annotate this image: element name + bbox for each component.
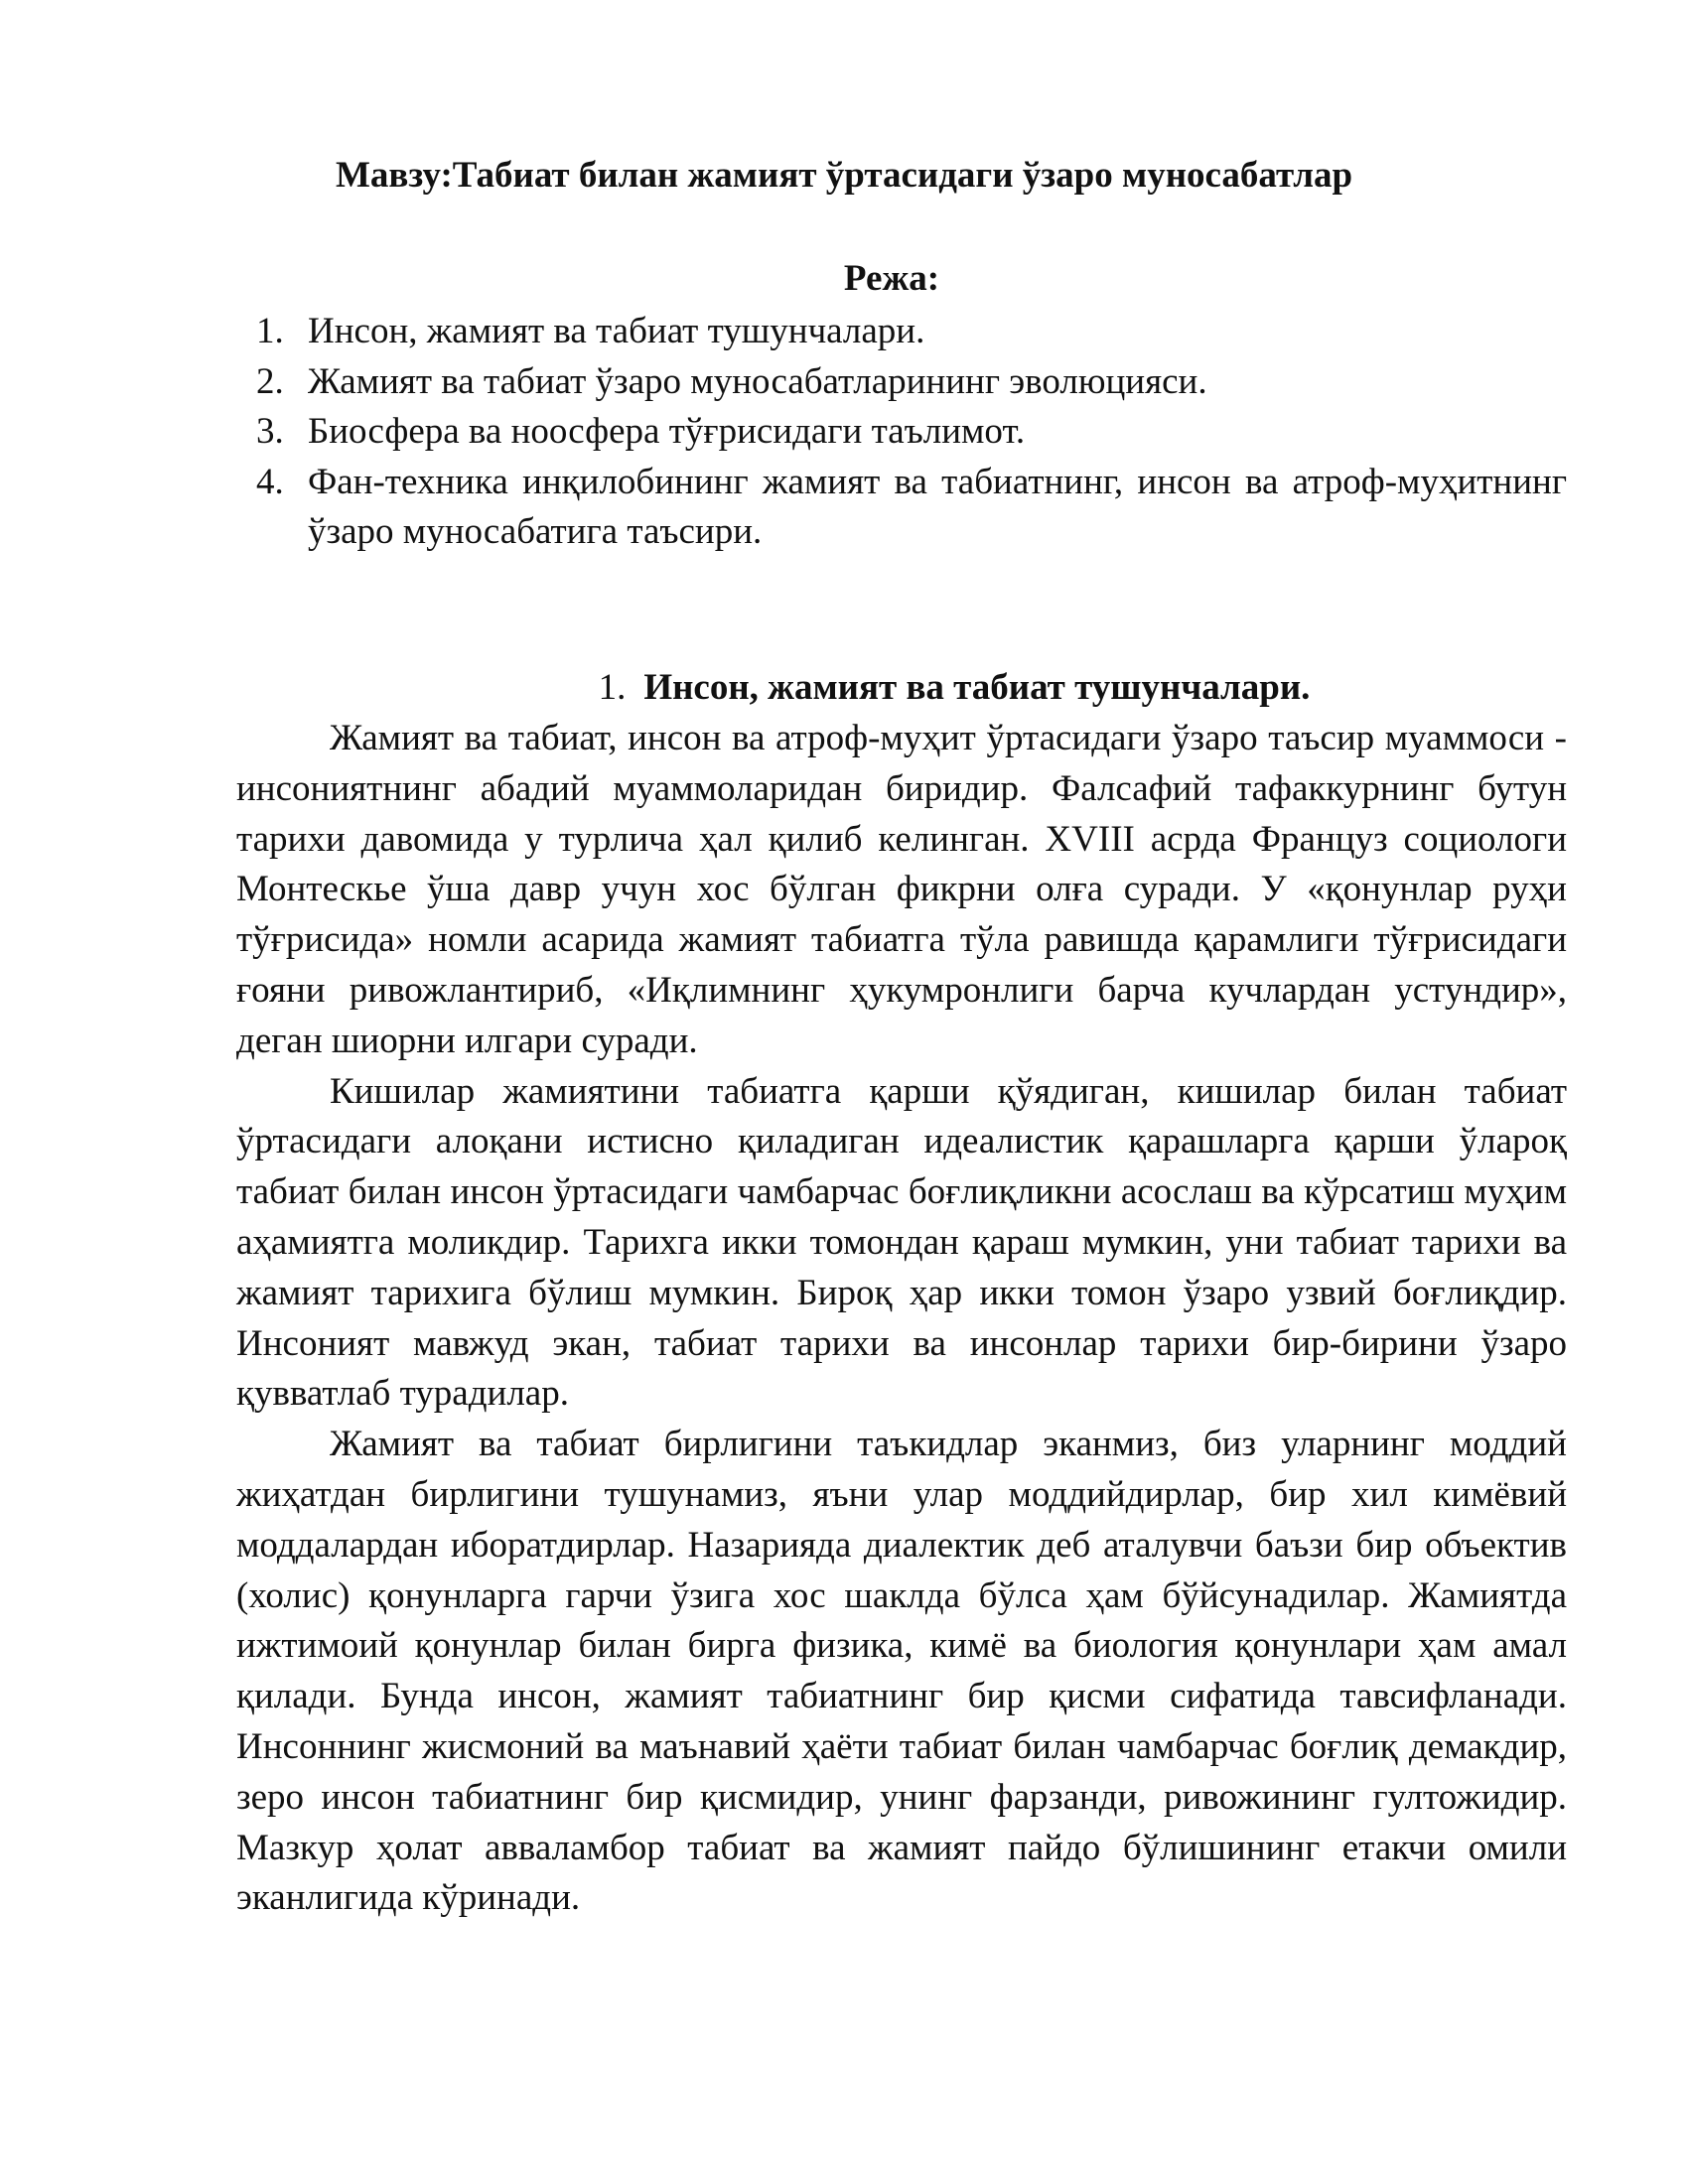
section-title: Инсон, жамият ва табиат тушунчалари. [643, 667, 1311, 708]
plan-item-text: Фан-техника инқилобининг жамият ва табиатнинг, инсон ва атроф-муҳитнинг ўзаро муносабатига таъсири. [308, 461, 1567, 552]
paragraph: Жамият ва табиат бирлигини таъкидлар эканмиз, биз уларнинг моддий жиҳатдан бирлигини тушунамиз, яъни улар моддийдирлар, бир хил кимёвий моддалардан иборатдирлар. Назарияда диалектик деб аталувчи баъзи бир объектив (холис) қонунларга гарчи ўзига хос шаклда бўлса ҳам бўйсунадилар. Жамиятда ижтимоий қонунлар билан бирга физика, кимё ва биология қонунлари ҳам амал қилади. Бунда инсон, жамият табиатнинг бир қисми сифатида тавсифланади. Инсоннинг жисмоний ва маънавий ҳаёти табиат билан чамбарчас боғлиқ демакдир, зеро инсон табиатнинг бир қисмидир, унинг фарзанди, ривожининг гултожидир. Мазкур ҳолат авваламбор табиат ва жамият пайдо бўлишининг етакчи омили эканлигида кўринади. [236, 1424, 1567, 1919]
section-number: 1. [598, 667, 627, 708]
plan-item-number: 1. [256, 311, 284, 351]
document-title: Мавзу:Табиат билан жамият ўртасидаги ўзаро муносабатлар [335, 155, 1353, 196]
plan-item-number: 2. [256, 360, 284, 402]
plan-heading: Режа: [843, 258, 940, 299]
paragraph: Кишилар жамиятини табиатга қарши қўядиган, кишилар билан табиат ўртасидаги алоқани истисно қиладиган идеалистик қарашларга қарши ўлароқ табиат билан инсон ўртасидаги чамбарчас боғлиқликни асослаш ва кўрсатиш муҳим аҳамиятга моликдир. Тарихга икки томондан қараш мумкин, уни табиат тарихи ва жамият тарихига бўлиш мумкин. Бироқ ҳар икки томон ўзаро узвий боғлиқдир. Инсоният мавжуд экан, табиат тарихи ва инсонлар тарихи бир-бирини ўзаро қувватлаб турадилар. [236, 1070, 1567, 1415]
plan-item-number: 3. [256, 411, 284, 452]
paragraph: Жамият ва табиат, инсон ва атроф-муҳит ўртасидаги ўзаро таъсир муаммоси - инсониятнинг абадий муаммоларидан биридир. Фалсафий тафаккурнинг бутун тарихи давомида у турлича ҳал қилиб келинган. XVIII асрда Француз социологи Монтескье ўша давр учун хос бўлган фикрни олға суради. У «қонунлар руҳи тўғрисида» номли асарида жамият табиатга тўла равишда қарамлиги тўғрисидаги ғояни ривожлантириб, «Иқлимнинг ҳукумронлиги барча кучлардан устундир», деган шиорни илгари суради. [236, 718, 1567, 1061]
plan-item [236, 458, 1567, 558]
plan-list [236, 307, 1567, 558]
plan-item [236, 407, 1567, 458]
plan-item-text: Жамият ва табиат ўзаро муносабатларининг эволюцияси. [308, 360, 1207, 402]
section-heading [0, 663, 1688, 713]
plan-item-text: Инсон, жамият ва табиат тушунчалари. [308, 311, 925, 351]
plan-item [236, 357, 1567, 408]
plan-item-number: 4. [256, 461, 284, 502]
plan-item-text: Биосфера ва ноосфера тўғрисидаги таълимот. [308, 411, 1026, 452]
body-text [236, 714, 1567, 1924]
plan-item [236, 307, 1567, 357]
